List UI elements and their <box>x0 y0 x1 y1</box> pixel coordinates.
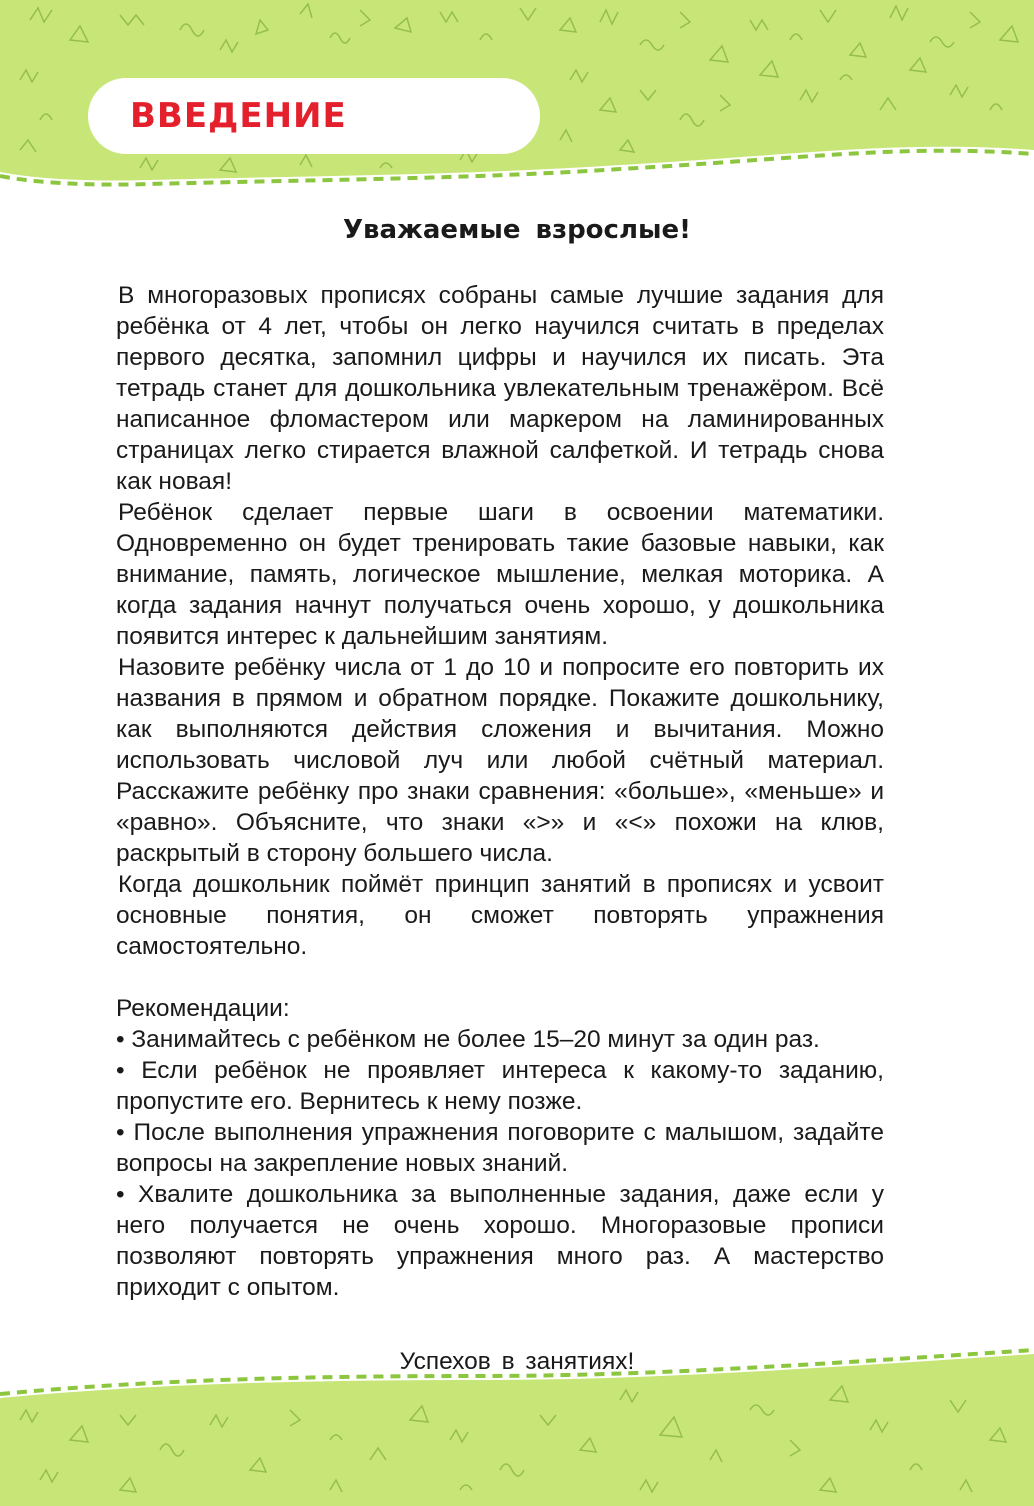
closing-line: Успехов в занятиях! <box>399 1348 635 1375</box>
bottom-decorative-band <box>0 1340 1034 1506</box>
body-text <box>116 280 884 1303</box>
recommendations-title: Рекомендации: <box>116 995 290 1022</box>
section-title: ВВЕДЕНИЕ <box>130 96 347 136</box>
page-heading: Уважаемые взрослые! <box>342 215 692 245</box>
recommendation-item: • Занимайтесь с ребёнком не более 15–20 минут за один раз. <box>116 1026 820 1053</box>
recommendation-item: • После выполнения упражнения поговорите с малышом, задайте вопросы на закрепление новых знаний. <box>116 1119 884 1177</box>
paragraph-1: В многоразовых прописях собраны самые лучшие задания для ребёнка от 4 лет, чтобы он легко научился считать в пределах первого десятка, запомнил цифры и научился их писать. Эта тетрадь станет для дошкольника увлекательным тренажёром. Всё написанное фломастером или маркером на ламинированных страницах легко стирается влажной салфеткой. И тетрадь снова как новая! <box>116 282 884 495</box>
recommendation-item: • Если ребёнок не проявляет интереса к какому-то заданию, пропустите его. Вернитесь к нему позже. <box>116 1057 884 1115</box>
paragraph-2: Ребёнок сделает первые шаги в освоении математики. Одновременно он будет тренировать такие базовые навыки, как внимание, память, логическое мышление, мелкая моторика. А когда задания начнут получаться очень хорошо, у дошкольника появится интерес к дальнейшим занятиям. <box>116 499 884 650</box>
paragraph-4: Когда дошкольник поймёт принцип занятий в прописях и усвоит основные понятия, он сможет повторять упражнения самостоятельно. <box>116 871 884 960</box>
paragraph-3: Назовите ребёнку числа от 1 до 10 и попросите его повторить их названия в прямом и обратном порядке. Покажите дошкольнику, как выполняются действия сложения и вычитания. Можно использовать числовой луч или любой счётный материал. Расскажите ребёнку про знаки сравнения: «больше», «меньше» и «равно». Объясните, что знаки «>» и «<» похожи на клюв, раскрытый в сторону большего числа. <box>116 654 884 867</box>
recommendation-item: • Хвалите дошкольника за выполненные задания, даже если у него получается не очень хорошо. Многоразовые прописи позволяют повторять упражнения много раз. А мастерство приходит с опытом. <box>116 1181 884 1301</box>
